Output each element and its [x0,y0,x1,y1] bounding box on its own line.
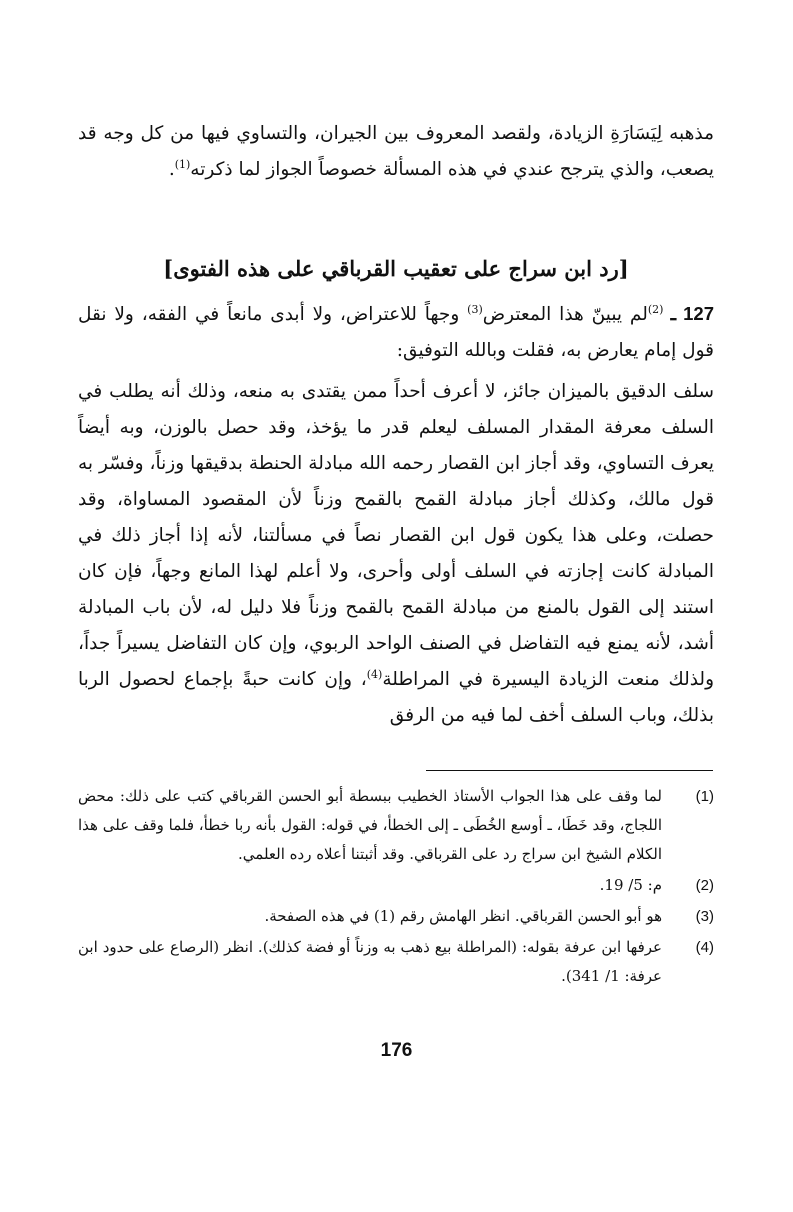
footnote-3 [78,902,714,931]
main-text-a: سلف الدقيق بالميزان جائز، لا أعرف أحداً ممن يقتدى به منعه، وذلك أنه يطلب في السلف معرفة المقدار المسلف ليعلم قدر ما يؤخذ، وقد حصل بالوزن، وبه أيضاً يعرف التساوي، وقد أجاز ابن القصار رحمه الله مبادلة الحنطة بدقيقها وزناً، وفسّر به قول مالك، وكذلك أجاز مبادلة القمح بالقمح وزناً لأن المقصود المساواة، وقد حصلت، وعلى هذا يكون قول ابن القصار نصاً في مسألتنا، لأنه إذا أجاز ذلك في المبادلة كانت إجازته في السلف أولى وأحرى، ولا أعلم لهذا المانع وجهاً، فإن كان استند إلى القول بالمنع من مبادلة القمح بالقمح وزناً فلا دليل له، لأن باب المبادلة أشد، لأنه يمنع فيه التفاضل في الصنف الواحد الربوي، وإن كان التفاضل يسيراً جداً، ولذلك منعت الزيادة اليسيرة في المراطلة [78,381,715,690]
footnote-text: م: 5/ 19. [599,876,662,894]
footnote-number: (1) [695,788,714,805]
footnote-number: (4) [695,939,714,956]
paragraph-number: 127 ـ [663,303,715,324]
footnote-2 [78,871,714,900]
intro-paragraph [78,116,714,188]
footnote-text: هو أبو الحسن القرباقي. انظر الهامش رقم (1) في هذه الصفحة. [264,907,662,925]
footnote-ref-4[interactable]: (4) [366,667,383,681]
footnote-4 [78,933,714,991]
footnote-number: (2) [695,877,714,894]
intro-end: . [168,159,175,180]
footnote-ref-3[interactable]: (3) [467,302,483,316]
paragraph-127-text-b: وجهاً للاعتراض، ولا أبدى مانعاً في الفقه، ولا نقل قول إمام يعارض به، فقلت وبالله التوفيق: [78,304,714,361]
intro-text: مذهبه لِيَسَارَةِ الزيادة، ولقصد المعروف بين الجيران، والتساوي فيها من كل وجه قد يصعب، والذي يترجح عندي في هذه المسألة خصوصاً الجواز لما ذكرته [78,123,714,180]
footnotes [78,782,714,993]
footnote-ref-2[interactable]: (2) [647,302,664,316]
footnote-number: (3) [695,908,714,925]
paragraph-127 [78,296,714,369]
section-heading: [رد ابن سراج على تعقيب القرباقي على هذه الفتوى] [163,256,629,281]
main-paragraph [78,374,714,734]
footnote-text: لما وقف على هذا الجواب الأستاذ الخطيب ببسطة أبو الحسن القرباقي كتب على ذلك: محض اللجاج، وقد خَطَا، ـ أوسع الخُطَى ـ إلى الخطأ، في قوله: القول بأنه ربا خطأ، فلما وقف على هذا الكلام الشيخ ابن سراج رد على القرباقي. وقد أثبتنا أعلاه رده العلمي. [78,787,662,863]
footnote-text: عرفها ابن عرفة بقوله: (المراطلة بيع ذهب به وزناً أو فضة كذلك). انظر (الرصاع على حدود ابن عرفة: 1/ 341). [78,938,662,985]
footnote-ref-1[interactable]: (1) [174,157,191,171]
footnote-1 [78,782,714,869]
main-text-b: ، وإن كانت حبةً بإجماع لحصول الربا بذلك، وباب السلف أخف لما فيه من الرفق [78,669,714,726]
page-number: 176 [380,1040,413,1061]
footnote-divider [426,770,713,771]
paragraph-127-text-a: لم يبينّ هذا المعترض [482,304,648,325]
